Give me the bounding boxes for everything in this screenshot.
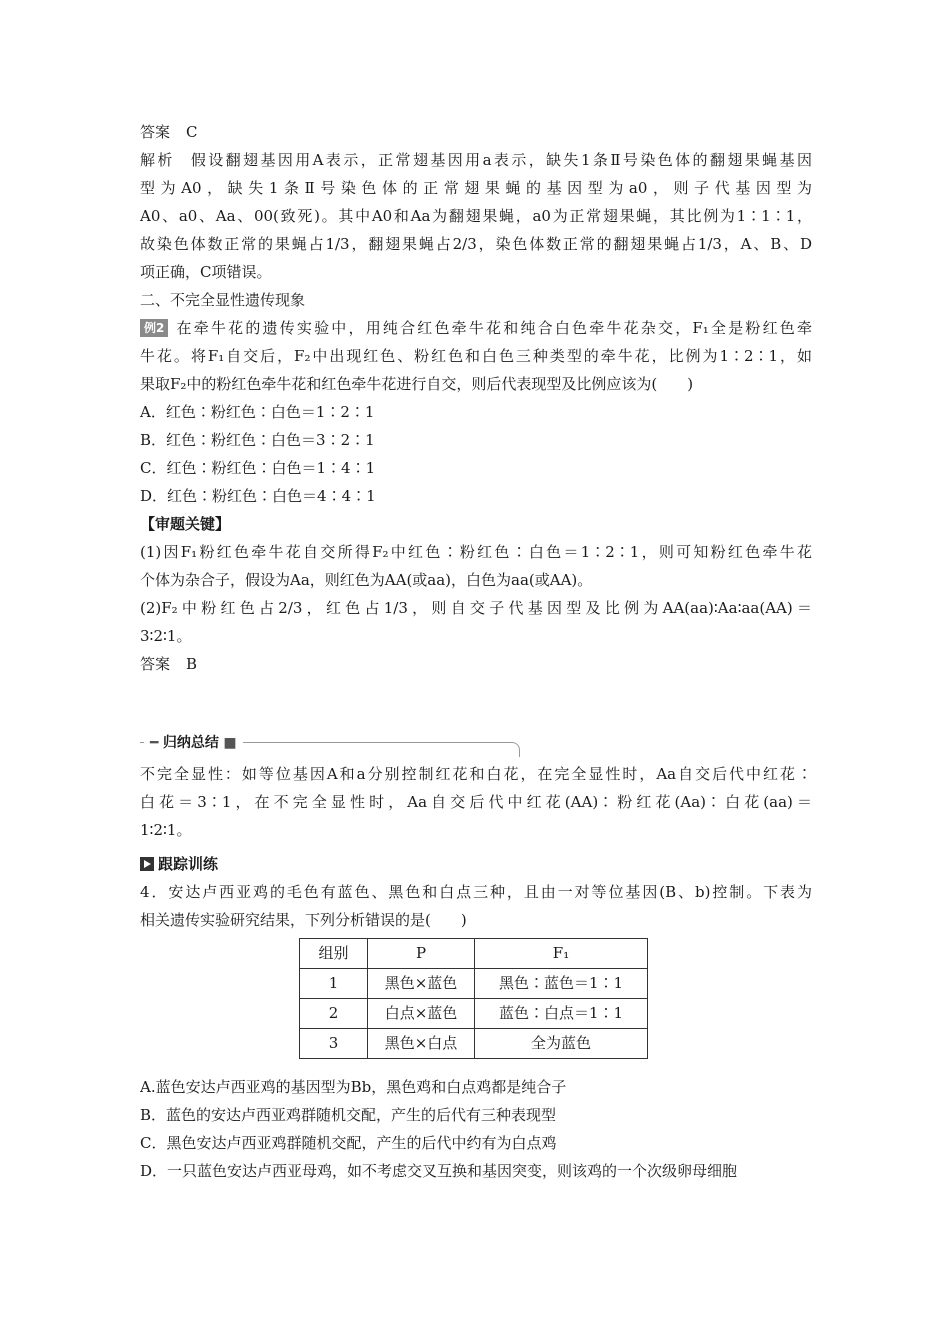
key-line: 3∶2∶1。: [140, 627, 192, 645]
table-header-row: [300, 939, 648, 969]
analysis-line: 故染色体数正常的果蝇占1/3，翻翅果蝇占2/3，染色体数正常的翻翅果蝇占1/3，A、B、D: [140, 235, 812, 253]
square-icon: ■: [218, 735, 237, 751]
dash-icon: ━: [150, 735, 163, 751]
option-a: A．红色∶粉红色∶白色＝1∶2∶1: [140, 403, 375, 421]
table-cell: 黑色×蓝色: [368, 969, 475, 999]
example-line: 例2 在牵牛花的遗传实验中，用纯合红色牵牛花和纯合白色牵牛花杂交，F₁全是粉红色牵: [140, 314, 812, 342]
example-2: [140, 314, 812, 510]
q4-option-d: D．一只蓝色安达卢西亚母鸡，如不考虑交叉互换和基因突变，则该鸡的一个次级卵母细胞: [140, 1162, 738, 1180]
summary-title: ━ 归纳总结 ■: [144, 732, 243, 754]
analysis-label: 解析: [140, 151, 175, 169]
summary-body: [140, 760, 812, 844]
table-row: [300, 1029, 648, 1059]
table-cell: 3: [300, 1029, 368, 1059]
table-cell: 全为蓝色: [475, 1029, 648, 1059]
header-cell: 组别: [300, 939, 368, 969]
document-page: [140, 118, 812, 1185]
answer-value: B: [186, 655, 198, 673]
summary-header: [140, 734, 812, 756]
q4-option-a: A.蓝色安达卢西亚鸡的基因型为Bb，黑色鸡和白点鸡都是纯合子: [140, 1078, 567, 1096]
example-tag: 例2: [140, 319, 168, 337]
table-cell: 2: [300, 999, 368, 1029]
header-cell: P: [368, 939, 475, 969]
analysis-block: [140, 146, 812, 286]
key-line: (2)F₂中粉红色占2/3，红色占1/3，则自交子代基因型及比例为AA(aa)∶Aa∶aa(AA)＝: [140, 599, 812, 617]
table-row: [300, 999, 648, 1029]
section-heading: 二、不完全显性遗传现象: [140, 291, 306, 309]
key-line: (1)因F₁粉红色牵牛花自交所得F₂中红色∶粉红色∶白色＝1∶2∶1，则可知粉红色牵牛花: [140, 543, 812, 561]
analysis-line: 项正确，C项错误。: [140, 263, 272, 281]
summary-line: 白花＝3∶1，在不完全显性时，Aa自交后代中红花(AA)∶粉红花(Aa)∶白花(aa)＝: [140, 793, 812, 811]
answer-line-1: [140, 118, 812, 146]
key-title: 【审题关键】: [140, 515, 231, 533]
question-line: 相关遗传实验研究结果，下列分析错误的是( ): [140, 911, 467, 929]
table-cell: 1: [300, 969, 368, 999]
answer-value: C: [186, 123, 198, 141]
answer-line-2: [140, 650, 812, 678]
question-line: 4．安达卢西亚鸡的毛色有蓝色、黑色和白点三种，且由一对等位基因(B、b)控制。下表为: [140, 883, 812, 901]
header-cell: F₁: [475, 939, 648, 969]
key-line: 个体为杂合子，假设为Aa，则红色为AA(或aa)，白色为aa(或AA)。: [140, 571, 593, 589]
results-table: [299, 938, 648, 1059]
table-cell: 黑色×白点: [368, 1029, 475, 1059]
q4-option-c: C．黑色安达卢西亚鸡群随机交配，产生的后代中约有为白点鸡: [140, 1134, 557, 1152]
key-block: [140, 510, 812, 650]
analysis-line: A0、a0、Aa、00(致死)。其中A0和Aa为翻翅果蝇，a0为正常翅果蝇，其比例为1∶1∶1，: [140, 207, 812, 225]
table-row: [300, 969, 648, 999]
table-cell: 白点×蓝色: [368, 999, 475, 1029]
play-icon: [140, 857, 154, 871]
summary-line: 1∶2∶1。: [140, 821, 192, 839]
answer-label: 答案: [140, 655, 171, 673]
answer-label: 答案: [140, 123, 171, 141]
analysis-line: 解析 假设翻翅基因用A表示，正常翅基因用a表示，缺失1条Ⅱ号染色体的翻翅果蝇基因: [140, 151, 812, 169]
analysis-line: 型为A0，缺失1条Ⅱ号染色体的正常翅果蝇的基因型为a0，则子代基因型为: [140, 179, 812, 197]
option-b: B．红色∶粉红色∶白色＝3∶2∶1: [140, 431, 375, 449]
example-line: 牛花。将F₁自交后，F₂中出现红色、粉红色和白色三种类型的牵牛花，比例为1∶2∶1，如: [140, 347, 812, 365]
example-line: 果取F₂中的粉红色牵牛花和红色牵牛花进行自交，则后代表现型及比例应该为( ): [140, 375, 694, 393]
q4-option-b: B．蓝色的安达卢西亚鸡群随机交配，产生的后代有三种表现型: [140, 1106, 557, 1124]
table-cell: 黑色∶蓝色＝1∶1: [475, 969, 648, 999]
summary-line: 不完全显性：如等位基因A和a分别控制红花和白花，在完全显性时，Aa自交后代中红花∶: [140, 765, 812, 783]
table-cell: 蓝色∶白点＝1∶1: [475, 999, 648, 1029]
option-d: D．红色∶粉红色∶白色＝4∶4∶1: [140, 487, 376, 505]
question-4: [140, 878, 812, 1185]
option-c: C．红色∶粉红色∶白色＝1∶4∶1: [140, 459, 376, 477]
tracking-heading: 跟踪训练: [140, 850, 812, 878]
